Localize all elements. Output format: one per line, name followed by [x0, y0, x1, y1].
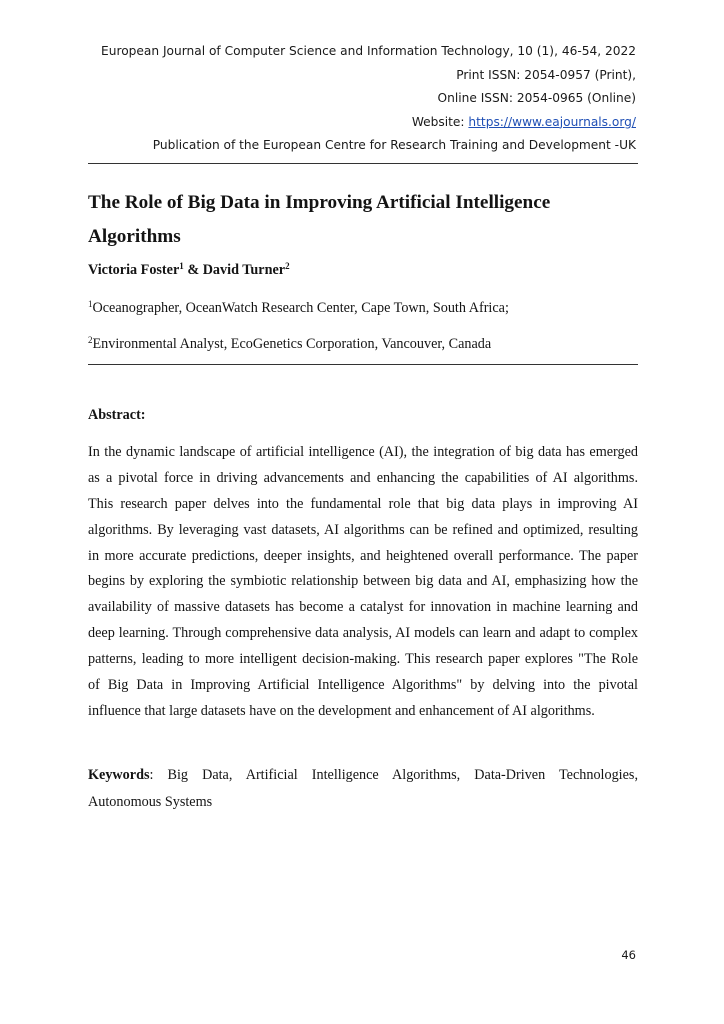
abstract-line: deep learning. Through comprehensive data analysis, AI models can learn and adapt to complex: [88, 625, 638, 642]
keywords-line-2: Autonomous Systems: [88, 794, 213, 810]
keywords-section: [88, 762, 638, 816]
title-line-2: Algorithms: [88, 226, 181, 247]
abstract-line: In the dynamic landscape of artificial intelligence (AI), the integration of big data has emerged: [88, 444, 638, 460]
paper-title: [88, 186, 638, 254]
website-link[interactable]: https://www.eajournals.org/: [468, 114, 636, 129]
author-2-sup: 2: [285, 261, 290, 271]
author-list: [88, 262, 290, 279]
affiliation-2: [88, 336, 491, 353]
abstract-line: This research paper delves into the fundamental role that big data plays in improving AI: [88, 495, 638, 512]
online-issn: Online ISSN: 2054-0965 (Online): [437, 91, 636, 105]
abstract-line: patterns, leading to more intelligent decision-making. This research paper explores "The Role: [88, 651, 638, 668]
keywords-label: Keywords: [88, 767, 150, 783]
header-divider: [88, 163, 638, 164]
abstract-line: in more accurate predictions, deeper insights, and heightened overall performance. The paper: [88, 547, 638, 564]
publisher-line: Publication of the European Centre for Research Training and Development -UK: [152, 138, 636, 152]
abstract-line: begins by exploring the symbiotic relationship between big data and AI, emphasizing how the: [88, 573, 638, 590]
affiliation-1: [88, 300, 509, 317]
website-label: Website:: [411, 114, 469, 129]
website-line: [76, 111, 636, 135]
affiliation-2-text: Environmental Analyst, EcoGenetics Corporation, Vancouver, Canada: [92, 336, 492, 352]
page-number: 46: [621, 948, 636, 962]
abstract-line: as a pivotal force in driving advancements and enhancing the capabilities of AI algorithms.: [88, 469, 638, 486]
affiliation-1-text: Oceanographer, OceanWatch Research Center, Cape Town, South Africa;: [92, 300, 509, 316]
journal-header: [76, 40, 636, 158]
print-issn: Print ISSN: 2054-0957 (Print),: [456, 67, 636, 82]
journal-citation: European Journal of Computer Science and Information Technology, 10 (1), 46-54, 2022: [101, 44, 636, 58]
author-1-name: Victoria Foster: [88, 262, 180, 278]
abstract-line: algorithms. By leveraging vast datasets, AI algorithms can be refined and optimized, resulting: [88, 521, 638, 538]
abstract-line: availability of massive datasets has become a catalyst for innovation in machine learning and: [88, 599, 638, 616]
abstract-line: of Big Data in Improving Artificial Intelligence Algorithms" by delving into the pivotal: [88, 677, 638, 694]
keywords-list-part-1: : Big Data, Artificial Intelligence Algorithms, Data-Driven Technologies,: [149, 767, 638, 783]
title-line-1: The Role of Big Data in Improving Artificial Intelligence: [88, 192, 551, 213]
keywords-line-1: [88, 762, 638, 789]
abstract-body: [88, 440, 638, 725]
affiliation-divider: [88, 364, 638, 365]
affiliation-2-sup: 2: [88, 335, 93, 345]
author-2-name: David Turner: [202, 262, 286, 278]
author-1-sup: 1: [179, 261, 184, 271]
abstract-line: influence that large datasets have on the development and enhancement of AI algorithms.: [88, 702, 595, 719]
affiliation-1-sup: 1: [88, 299, 93, 309]
author-separator: &: [183, 262, 203, 278]
abstract-heading: Abstract:: [88, 407, 146, 423]
